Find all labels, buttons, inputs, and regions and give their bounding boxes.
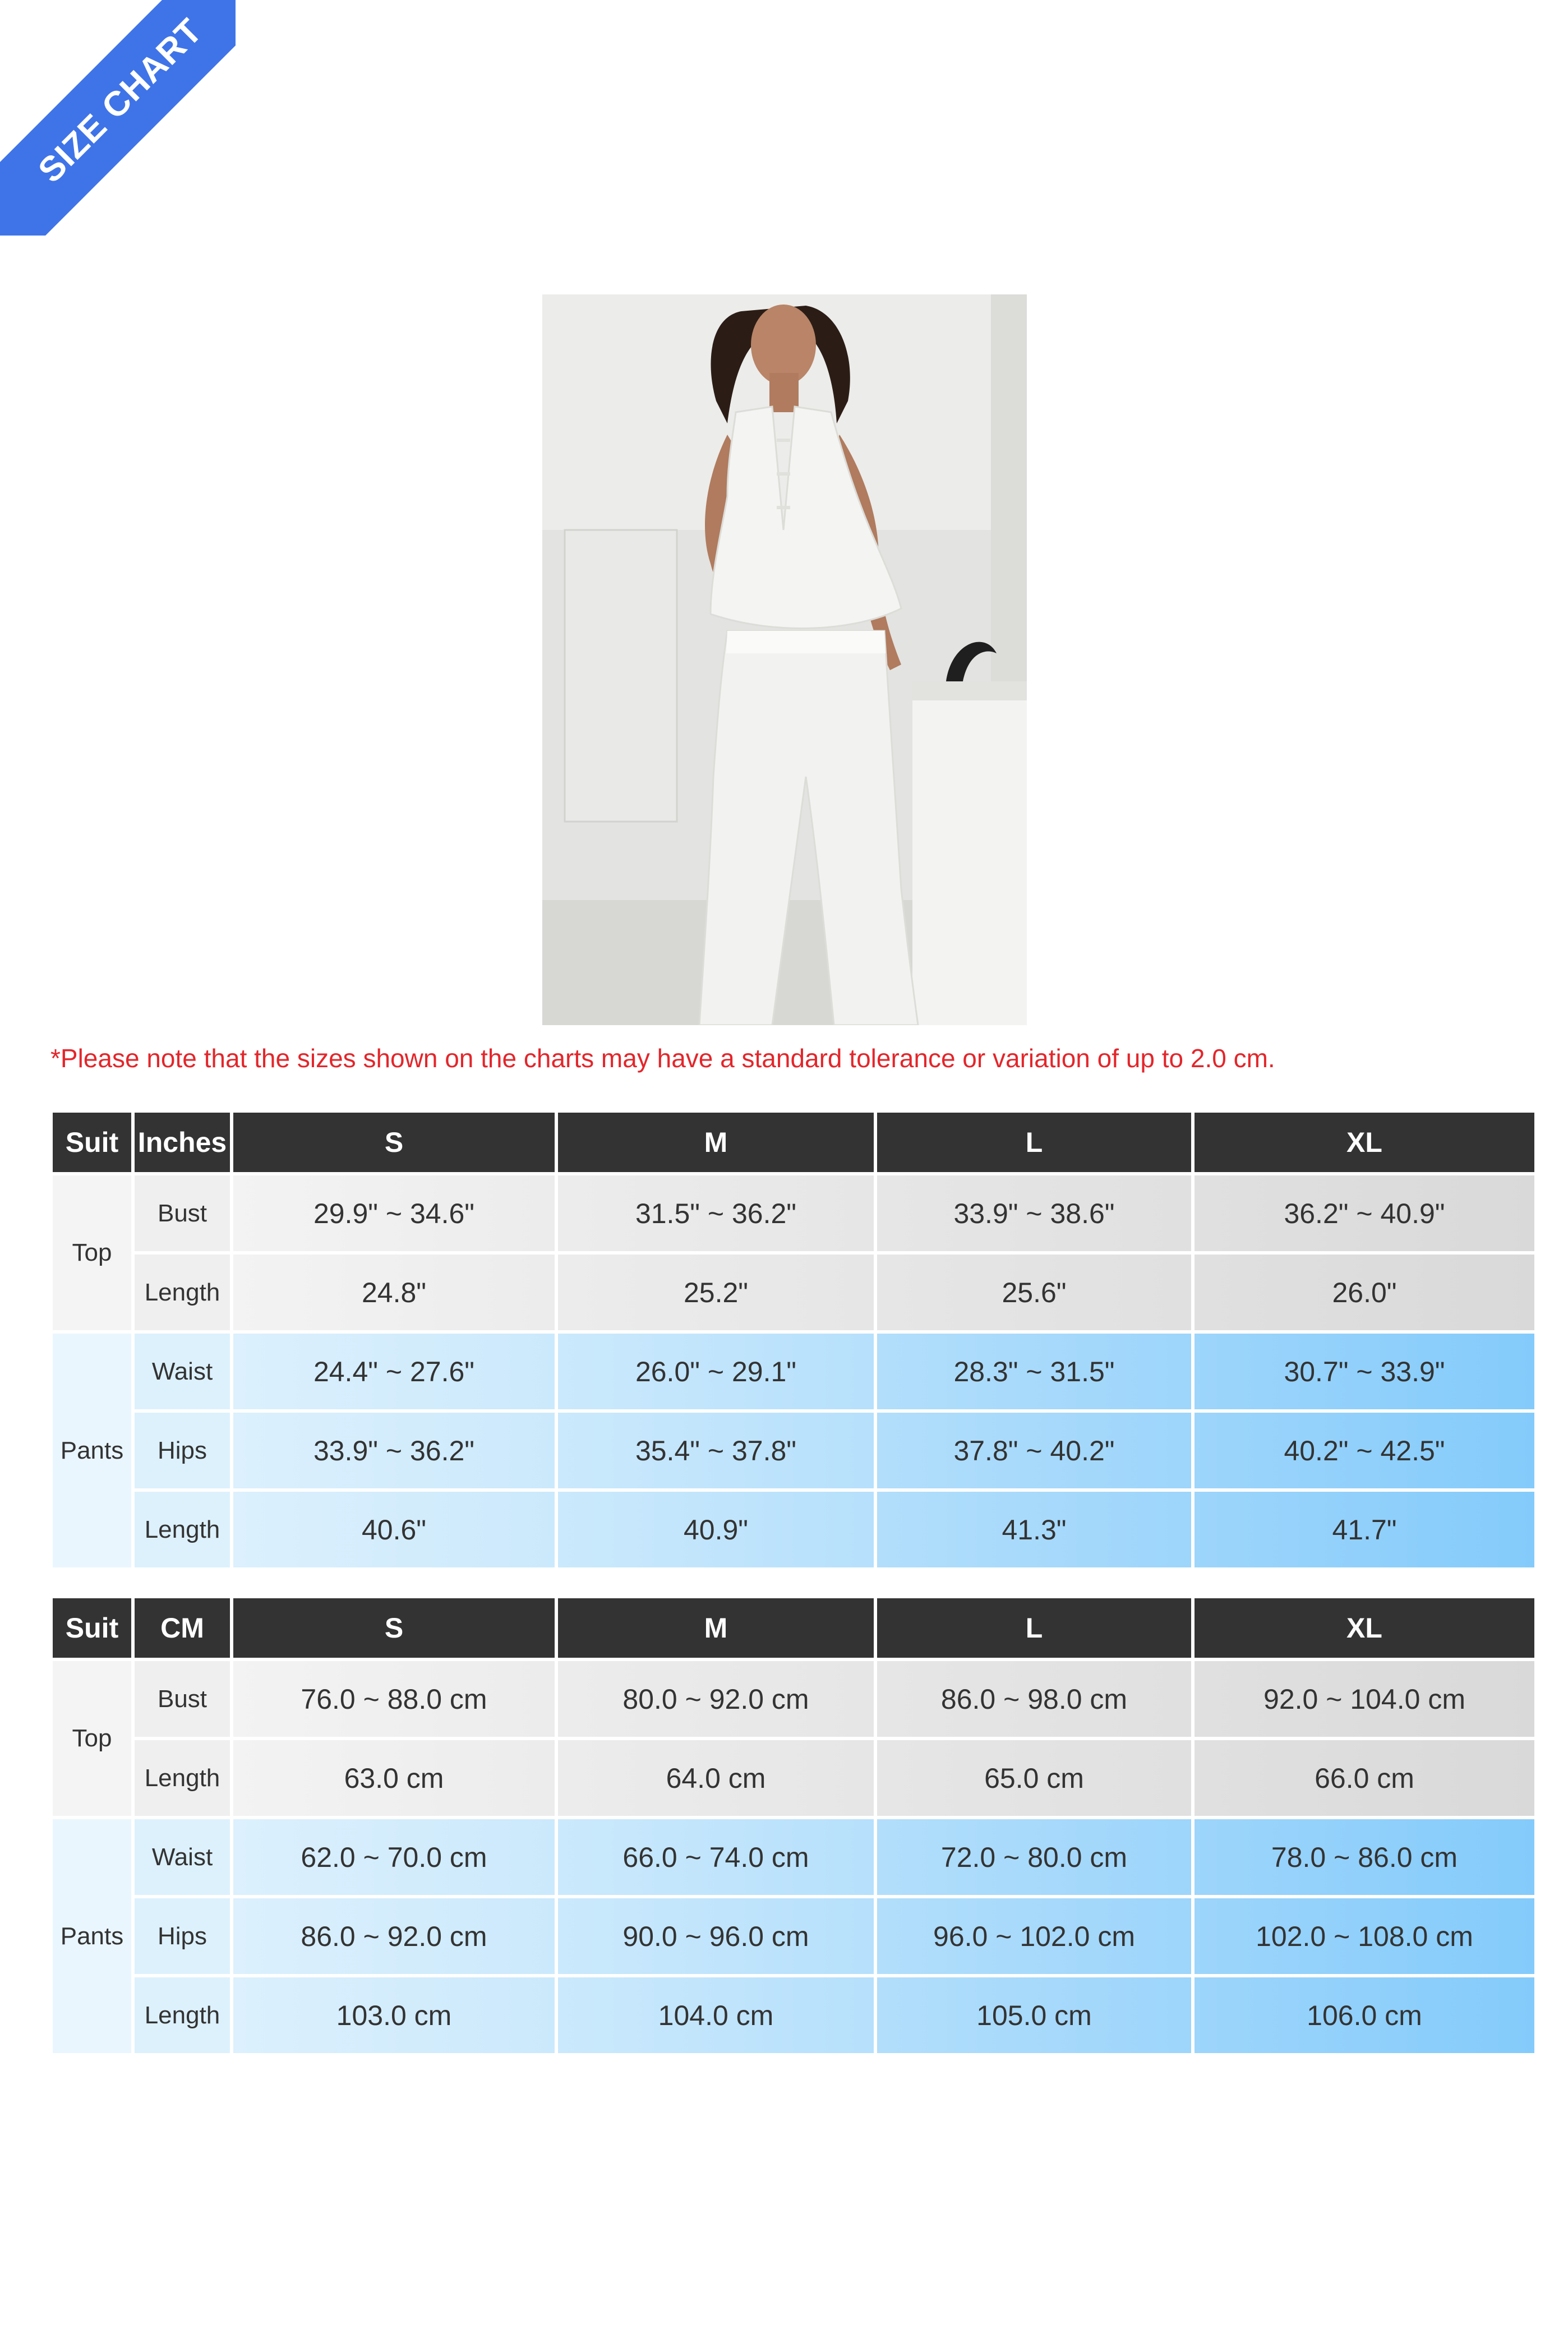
measurement-cell: Length (135, 1492, 230, 1567)
measurement-cell: Bust (135, 1175, 230, 1251)
measurement-cell: Waist (135, 1334, 230, 1409)
size-value-cell: 33.9" ~ 38.6" (877, 1175, 1191, 1251)
measurement-cell: Waist (135, 1819, 230, 1895)
measurement-cell: Hips (135, 1413, 230, 1488)
column-header: CM (135, 1598, 230, 1658)
size-value-cell: 66.0 cm (1195, 1740, 1534, 1816)
column-header: L (877, 1598, 1191, 1658)
column-header: XL (1195, 1598, 1534, 1658)
size-chart-badge-label: SIZE CHART (0, 0, 236, 236)
size-value-cell: 105.0 cm (877, 1977, 1191, 2053)
category-cell: Top (53, 1661, 131, 1816)
table-row (53, 1661, 1534, 1737)
category-cell: Top (53, 1175, 131, 1330)
table-row (53, 1819, 1534, 1895)
size-value-cell: 40.2" ~ 42.5" (1195, 1413, 1534, 1488)
column-header: S (233, 1113, 555, 1172)
size-value-cell: 78.0 ~ 86.0 cm (1195, 1819, 1534, 1895)
column-header: S (233, 1598, 555, 1658)
size-value-cell: 26.0" ~ 29.1" (558, 1334, 874, 1409)
table-row (53, 1492, 1534, 1567)
size-value-cell: 102.0 ~ 108.0 cm (1195, 1898, 1534, 1974)
size-value-cell: 86.0 ~ 92.0 cm (233, 1898, 555, 1974)
size-value-cell: 103.0 cm (233, 1977, 555, 2053)
size-value-cell: 104.0 cm (558, 1977, 874, 2053)
table-row (53, 1413, 1534, 1488)
tolerance-note: *Please note that the sizes shown on the charts may have a standard tolerance or variation of up to 2.0 cm. (50, 1044, 1275, 1073)
column-header: Inches (135, 1113, 230, 1172)
table-row (53, 1255, 1534, 1330)
size-value-cell: 40.9" (558, 1492, 874, 1567)
table-row (53, 1977, 1534, 2053)
size-value-cell: 92.0 ~ 104.0 cm (1195, 1661, 1534, 1737)
size-table-cm (49, 1595, 1538, 2056)
size-value-cell: 72.0 ~ 80.0 cm (877, 1819, 1191, 1895)
size-value-cell: 29.9" ~ 34.6" (233, 1175, 555, 1251)
column-header: Suit (53, 1598, 131, 1658)
measurement-cell: Length (135, 1740, 230, 1816)
size-value-cell: 31.5" ~ 36.2" (558, 1175, 874, 1251)
column-header: XL (1195, 1113, 1534, 1172)
size-value-cell: 62.0 ~ 70.0 cm (233, 1819, 555, 1895)
size-value-cell: 64.0 cm (558, 1740, 874, 1816)
measurement-cell: Hips (135, 1898, 230, 1974)
size-value-cell: 33.9" ~ 36.2" (233, 1413, 555, 1488)
measurement-cell: Length (135, 1255, 230, 1330)
size-value-cell: 24.8" (233, 1255, 555, 1330)
header-row (53, 1598, 1534, 1658)
category-cell: Pants (53, 1819, 131, 2053)
table-row (53, 1898, 1534, 1974)
measurement-cell: Length (135, 1977, 230, 2053)
size-value-cell: 35.4" ~ 37.8" (558, 1413, 874, 1488)
model-illustration (542, 294, 1027, 1025)
table-row (53, 1175, 1534, 1251)
measurement-cell: Bust (135, 1661, 230, 1737)
size-value-cell: 86.0 ~ 98.0 cm (877, 1661, 1191, 1737)
size-value-cell: 40.6" (233, 1492, 555, 1567)
size-value-cell: 41.7" (1195, 1492, 1534, 1567)
size-value-cell: 90.0 ~ 96.0 cm (558, 1898, 874, 1974)
table-row (53, 1334, 1534, 1409)
category-cell: Pants (53, 1334, 131, 1567)
size-value-cell: 28.3" ~ 31.5" (877, 1334, 1191, 1409)
size-value-cell: 30.7" ~ 33.9" (1195, 1334, 1534, 1409)
size-value-cell: 63.0 cm (233, 1740, 555, 1816)
size-value-cell: 37.8" ~ 40.2" (877, 1413, 1191, 1488)
size-value-cell: 26.0" (1195, 1255, 1534, 1330)
size-chart-badge (0, 0, 236, 236)
size-table-inches (49, 1109, 1538, 1571)
size-value-cell: 25.2" (558, 1255, 874, 1330)
size-value-cell: 65.0 cm (877, 1740, 1191, 1816)
column-header: M (558, 1598, 874, 1658)
table-row (53, 1740, 1534, 1816)
size-value-cell: 106.0 cm (1195, 1977, 1534, 2053)
size-value-cell: 41.3" (877, 1492, 1191, 1567)
column-header: L (877, 1113, 1191, 1172)
product-photo (542, 294, 1027, 1025)
size-value-cell: 66.0 ~ 74.0 cm (558, 1819, 874, 1895)
header-row (53, 1113, 1534, 1172)
size-value-cell: 36.2" ~ 40.9" (1195, 1175, 1534, 1251)
size-value-cell: 76.0 ~ 88.0 cm (233, 1661, 555, 1737)
column-header: M (558, 1113, 874, 1172)
column-header: Suit (53, 1113, 131, 1172)
size-value-cell: 96.0 ~ 102.0 cm (877, 1898, 1191, 1974)
size-value-cell: 25.6" (877, 1255, 1191, 1330)
size-value-cell: 80.0 ~ 92.0 cm (558, 1661, 874, 1737)
size-value-cell: 24.4" ~ 27.6" (233, 1334, 555, 1409)
